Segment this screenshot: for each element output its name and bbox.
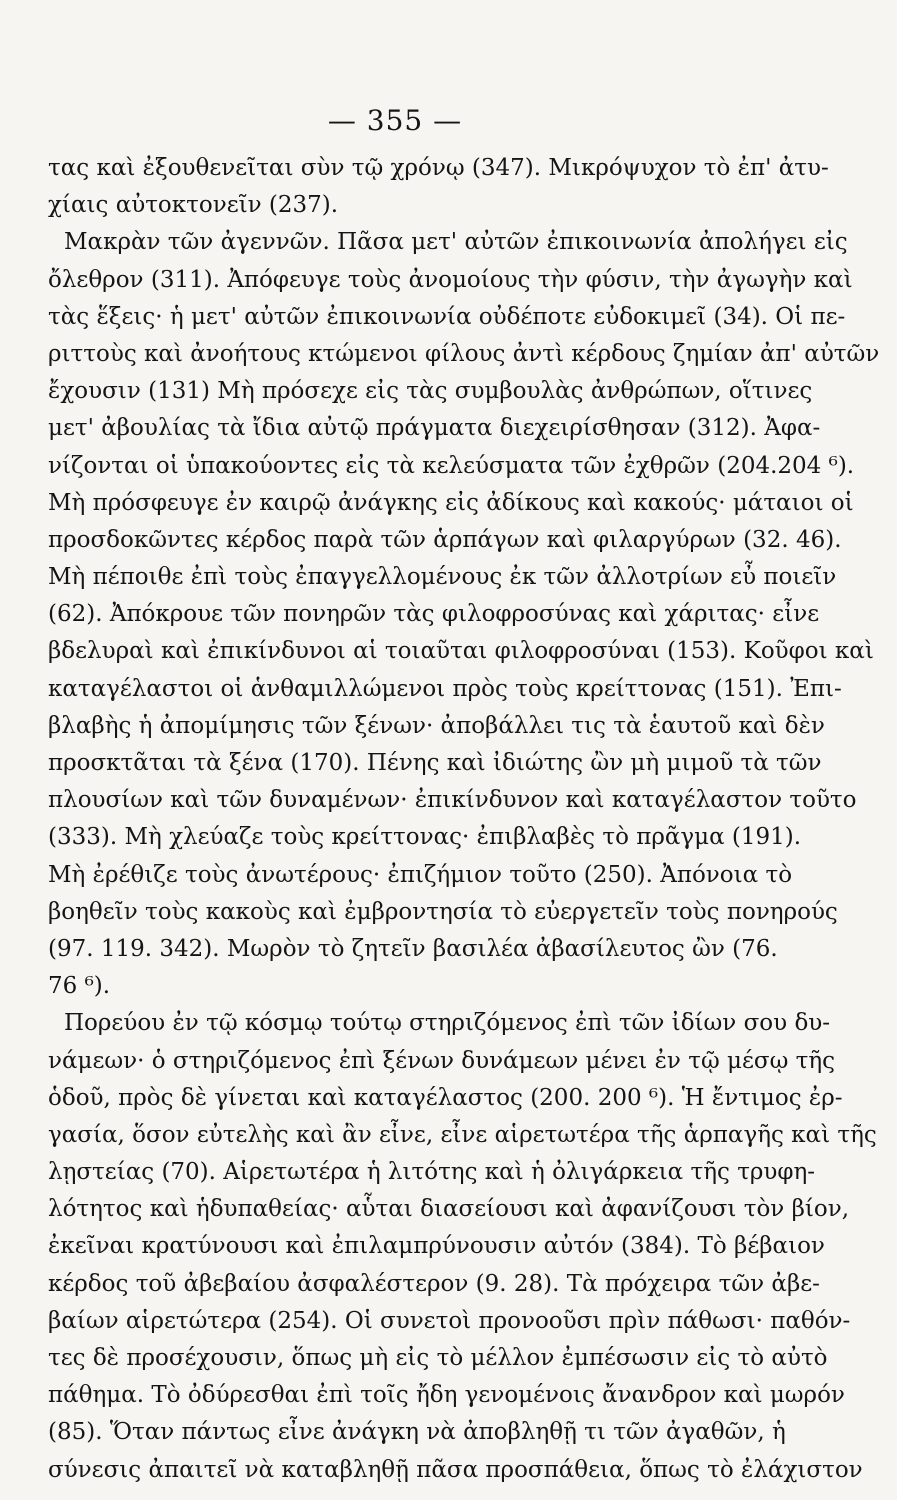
text-line: νίζονται οἱ ὑπακούοντες εἰς τὰ κελεύσματα τῶν ἐχθρῶν (204.204 ⁶). [48, 452, 855, 479]
text-line: Μὴ ἐρέθιζε τοὺς ἀνωτέρους· ἐπιζήμιον τοῦτο (250). Ἀπόνοια τὸ [48, 861, 793, 888]
text-line: Μὴ πρόσφευγε ἐν καιρῷ ἀνάγκης εἰς ἀδίκους καὶ κακούς· μάταιοι οἱ [48, 489, 854, 516]
text-line: τας καὶ ἐξουθενεῖται σὺν τῷ χρόνῳ (347). Μικρόψυχον τὸ ἐπ' ἀτυ- [48, 155, 829, 181]
text-line: (62). Ἀπόκρουε τῶν πονηρῶν τὰς φιλοφροσύνας καὶ χάριτας· εἶνε [48, 601, 820, 628]
text-line: λότητος καὶ ἡδυπαθείας· αὗται διασείουσι καὶ ἀφανίζουσι τὸν βίον, [48, 1196, 850, 1223]
text-line: ὁδοῦ, πρὸς δὲ γίνεται καὶ καταγέλαστος (200. 200 ⁶). Ἡ ἔντιμος ἐρ- [48, 1084, 843, 1111]
text-line: πλουσίων καὶ τῶν δυναμένων· ἐπικίνδυνον καὶ καταγέλαστον τοῦτο [48, 787, 857, 814]
paragraph-1 [48, 150, 880, 1005]
paragraph-2 [48, 1005, 877, 1488]
body-text [48, 150, 880, 1489]
text-line: μετ' ἀβουλίας τὰ ἴδια αὐτῷ πράγματα διεχειρίσθησαν (312). Ἀφα- [48, 415, 821, 442]
text-line: (85). Ὅταν πάντως εἶνε ἀνάγκη νὰ ἀποβληθῇ τι τῶν ἀγαθῶν, ἡ [48, 1419, 786, 1446]
text-line: καταγέλαστοι οἱ ἁνθαμιλλώμενοι πρὸς τοὺς κρείττονας (151). Ἐπι- [48, 675, 842, 702]
text-line: νάμεων· ὁ στηριζόμενος ἐπὶ ξένων δυνάμεων μένει ἐν τῷ μέσῳ τῆς [48, 1047, 836, 1074]
text-line: (97. 119. 342). Μωρὸν τὸ ζητεῖν βασιλέα ἀβασίλευτος ὢν (76. [48, 935, 778, 962]
text-line: προσκτᾶται τὰ ξένα (170). Πένης καὶ ἰδιώτης ὢν μὴ μιμοῦ τὰ τῶν [48, 750, 822, 776]
text-line: χίαις αὐτοκτονεῖν (237). [48, 192, 339, 219]
text-line: πάθημα. Τὸ ὀδύρεσθαι ἐπὶ τοῖς ἤδη γενομένοις ἄνανδρον καὶ μωρόν [48, 1382, 845, 1409]
text-line: 76 ⁶). [48, 973, 111, 1000]
text-line: ριττοὺς καὶ ἀνοήτους κτώμενοι φίλους ἀντὶ κέρδους ζημίαν ἀπ' αὐτῶν [48, 340, 880, 367]
text-line: γασία, ὅσον εὐτελὴς καὶ ἂν εἶνε, εἶνε αἱρετωτέρα τῆς ἁρπαγῆς καὶ τῆς [48, 1121, 877, 1148]
text-line: προσδοκῶντες κέρδος παρὰ τῶν ἁρπάγων καὶ φιλαργύρων (32. 46). [48, 526, 842, 553]
text-line: βλαβὴς ἡ ἀπομίμησις τῶν ξένων· ἀποβάλλει τις τὰ ἑαυτοῦ καὶ δὲν [48, 712, 825, 739]
text-line: βαίων αἱρετώτερα (254). Οἱ συνετοὶ προνοοῦσι πρὶν πάθωσι· παθόν- [48, 1307, 851, 1334]
text-line: Μακρὰν τῶν ἀγεννῶν. Πᾶσα μετ' αὐτῶν ἐπικοινωνία ἀπολήγει εἰς [64, 229, 848, 256]
page-number: — 355 — [327, 104, 463, 137]
text-line: βοηθεῖν τοὺς κακοὺς καὶ ἐμβροντησία τὸ εὐεργετεῖν τοὺς πονηρούς [48, 898, 838, 925]
text-line: βδελυραὶ καὶ ἐπικίνδυνοι αἱ τοιαῦται φιλοφροσύναι (153). Κοῦφοι καὶ [48, 638, 874, 665]
text-line: λῃστείας (70). Αἱρετωτέρα ἡ λιτότης καὶ ἡ ὀλιγάρκεια τῆς τρυφη- [48, 1159, 816, 1186]
text-line: (333). Μὴ χλεύαζε τοὺς κρείττονας· ἐπιβλαβὲς τὸ πρᾶγμα (191). [48, 824, 802, 851]
text-line: ὄλεθρον (311). Ἀπόφευγε τοὺς ἀνομοίους τὴν φύσιν, τὴν ἀγωγὴν καὶ [48, 266, 853, 293]
text-line: ἔχουσιν (131) Μὴ πρόσεχε εἰς τὰς συμβουλὰς ἀνθρώπων, οἵτινες [48, 378, 813, 405]
text-line: τες δὲ προσέχουσιν, ὅπως μὴ εἰς τὸ μέλλον ἐμπέσωσιν εἰς τὸ αὐτὸ [48, 1345, 828, 1371]
text-line: ἐκεῖναι κρατύνουσι καὶ ἐπιλαμπρύνουσιν αὐτόν (384). Τὸ βέβαιον [48, 1233, 825, 1260]
text-line: κέρδος τοῦ ἀβεβαίου ἀσφαλέστερον (9. 28). Τὰ πρόχειρα τῶν ἀβε- [48, 1270, 820, 1297]
text-line: τὰς ἕξεις· ἡ μετ' αὐτῶν ἐπικοινωνία οὐδέποτε εὐδοκιμεῖ (34). Οἱ πε- [48, 303, 846, 330]
text-line: Μὴ πέποιθε ἐπὶ τοὺς ἐπαγγελλομένους ἐκ τῶν ἀλλοτρίων εὖ ποιεῖν [48, 564, 837, 591]
text-line: σύνεσις ἀπαιτεῖ νὰ καταβληθῇ πᾶσα προσπάθεια, ὅπως τὸ ἐλάχιστον [48, 1456, 863, 1483]
text-line: Πορεύου ἐν τῷ κόσμῳ τούτῳ στηριζόμενος ἐπὶ τῶν ἰδίων σου δυ- [64, 1010, 831, 1037]
